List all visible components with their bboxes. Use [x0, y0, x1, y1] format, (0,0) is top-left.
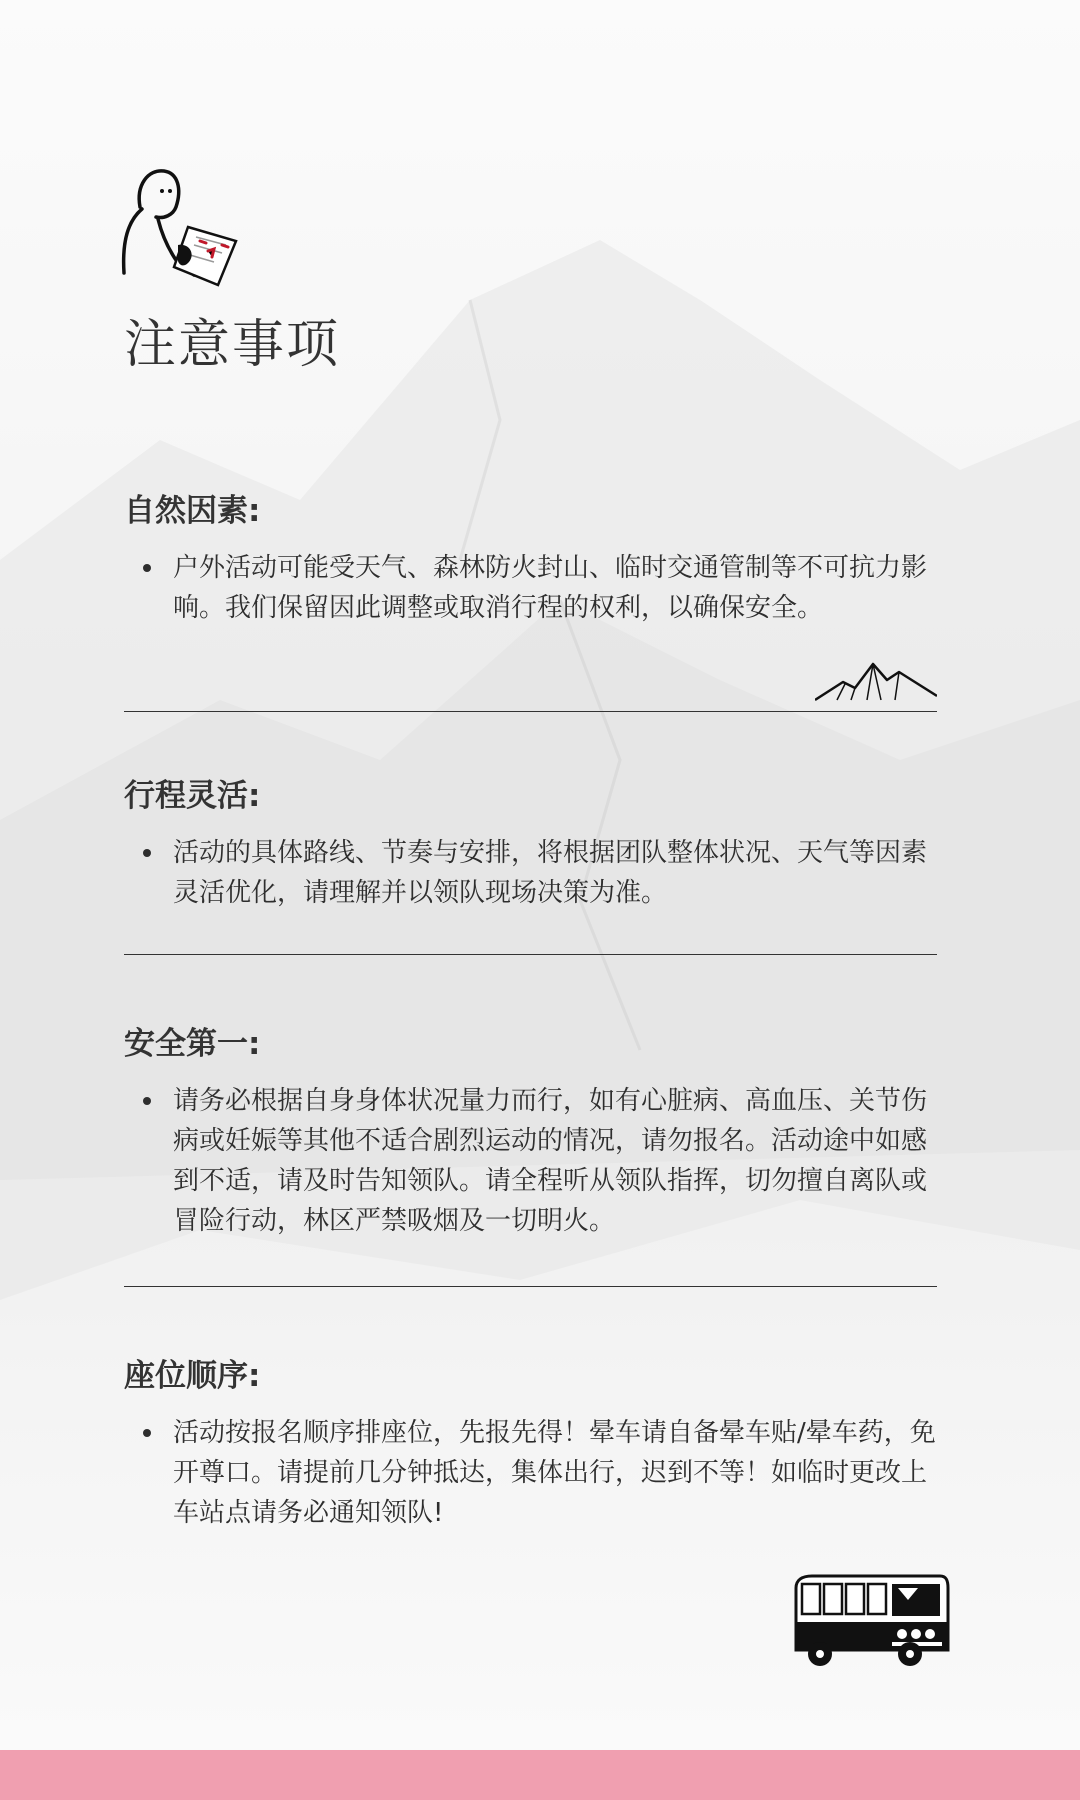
- bullet-list: [124, 1081, 939, 1241]
- bullet-list: [124, 548, 939, 628]
- page-title: 注意事项: [124, 315, 341, 375]
- section-heading: 自然因素:: [124, 493, 261, 529]
- list-item: 活动的具体路线、节奏与安排，将根据团队整体状况、天气等因素灵活优化，请理解并以领队现场决策为准。: [173, 833, 939, 913]
- list-item: 请务必根据自身身体状况量力而行，如有心脏病、高血压、关节伤病或妊娠等其他不适合剧烈运动的情况，请勿报名。活动途中如感到不适，请及时告知领队。请全程听从领队指挥，切勿擅自离队或冒险行动，林区严禁吸烟及一切明火。: [173, 1081, 939, 1241]
- divider: [124, 711, 937, 712]
- section-heading: 座位顺序:: [124, 1358, 261, 1394]
- list-item: 户外活动可能受天气、森林防火封山、临时交通管制等不可抗力影响。我们保留因此调整或取消行程的权利，以确保安全。: [173, 548, 939, 628]
- bullet-list: [124, 833, 939, 913]
- section-safety-first: [124, 1018, 939, 1241]
- section-natural-factors: [124, 485, 939, 628]
- footer-bar: [0, 1750, 1080, 1800]
- section-flexible-itinerary: [124, 770, 939, 913]
- list-item: 活动按报名顺序排座位，先报先得！晕车请自备晕车贴/晕车药，免开尊口。请提前几分钟抵达，集体出行，迟到不等！如临时更改上车站点请务必通知领队!: [173, 1413, 939, 1533]
- bus-icon: [790, 1570, 950, 1670]
- divider: [124, 954, 937, 955]
- divider: [124, 1286, 937, 1287]
- person-reading-icon: [118, 165, 248, 295]
- section-seating-order: [124, 1350, 939, 1533]
- bullet-list: [124, 1413, 939, 1533]
- mountain-icon: [815, 660, 937, 704]
- section-heading: 行程灵活:: [124, 778, 261, 814]
- section-heading: 安全第一:: [124, 1026, 261, 1062]
